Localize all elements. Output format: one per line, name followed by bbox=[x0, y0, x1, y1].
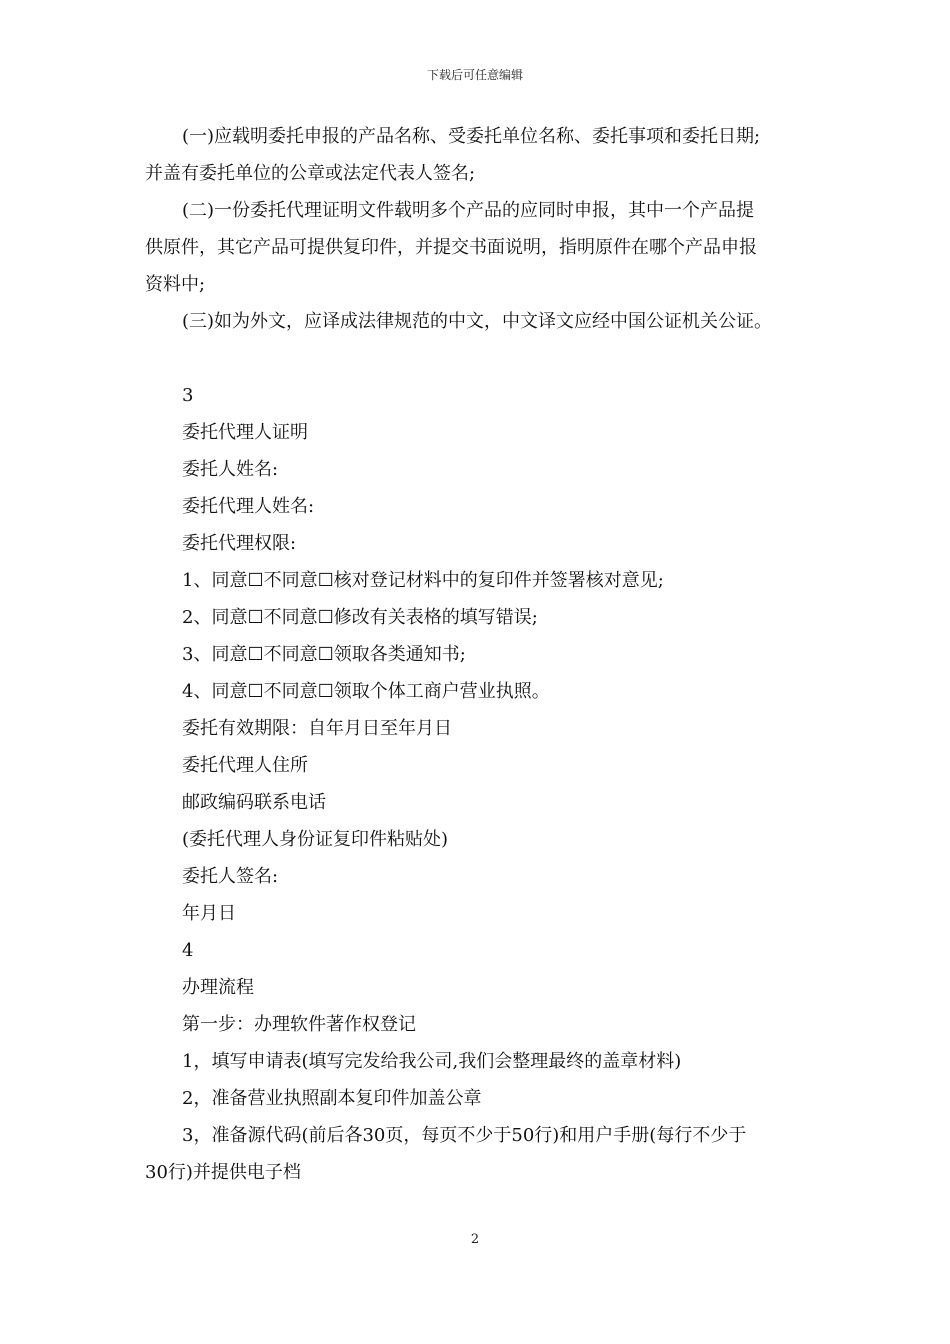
id-copy-placeholder: (委托代理人身份证复印件粘贴处) bbox=[182, 829, 449, 850]
field-date: 年月日 bbox=[182, 903, 236, 924]
authority-item: 4、同意☐不同意☐领取个体工商户营业执照。 bbox=[182, 681, 550, 702]
page-number: 2 bbox=[470, 1232, 480, 1247]
section-title: 办理流程 bbox=[182, 977, 254, 998]
step-item: 2，准备营业执照副本复印件加盖公章 bbox=[182, 1088, 482, 1109]
field-postcode-phone: 邮政编码联系电话 bbox=[182, 792, 326, 813]
step-item: 3，准备源代码(前后各30页，每页不少于50行)和用户手册(每行不少于 bbox=[182, 1125, 747, 1146]
blank-line bbox=[145, 340, 810, 377]
document-body bbox=[145, 118, 810, 1191]
paragraph-line: 并盖有委托单位的公章或法定代表人签名; bbox=[145, 163, 476, 184]
field-agent-name: 委托代理人姓名: bbox=[182, 496, 315, 517]
field-residence: 委托代理人住所 bbox=[182, 755, 308, 776]
authority-item: 2、同意☐不同意☐修改有关表格的填写错误; bbox=[182, 607, 538, 628]
field-client-name: 委托人姓名: bbox=[182, 459, 279, 480]
step-item: 30行)并提供电子档 bbox=[145, 1162, 301, 1183]
section-title: 委托代理人证明 bbox=[182, 422, 308, 443]
paragraph-line: (二)一份委托代理证明文件载明多个产品的应同时申报，其中一个产品提 bbox=[182, 200, 755, 221]
field-signature: 委托人签名: bbox=[182, 866, 279, 887]
authority-item: 3、同意☐不同意☐领取各类通知书; bbox=[182, 644, 466, 665]
page-header: 下载后可任意编辑 bbox=[426, 68, 523, 82]
paragraph-line: (三)如为外文，应译成法律规范的中文，中文译文应经中国公证机关公证。 bbox=[182, 311, 773, 332]
paragraph-line: (一)应载明委托申报的产品名称、受委托单位名称、委托事项和委托日期; bbox=[182, 126, 761, 147]
authority-item: 1、同意☐不同意☐核对登记材料中的复印件并签署核对意见; bbox=[182, 570, 664, 591]
field-authority: 委托代理权限: bbox=[182, 533, 297, 554]
section-number: 4 bbox=[182, 940, 194, 961]
field-validity: 委托有效期限：自年月日至年月日 bbox=[182, 718, 452, 739]
step-heading: 第一步：办理软件著作权登记 bbox=[182, 1014, 416, 1035]
paragraph-line: 供原件，其它产品可提供复印件，并提交书面说明，指明原件在哪个产品申报 bbox=[145, 237, 757, 258]
section-number: 3 bbox=[182, 385, 194, 406]
step-item: 1，填写申请表(填写完发给我公司,我们会整理最终的盖章材料) bbox=[182, 1051, 682, 1072]
paragraph-line: 资料中; bbox=[145, 274, 206, 295]
